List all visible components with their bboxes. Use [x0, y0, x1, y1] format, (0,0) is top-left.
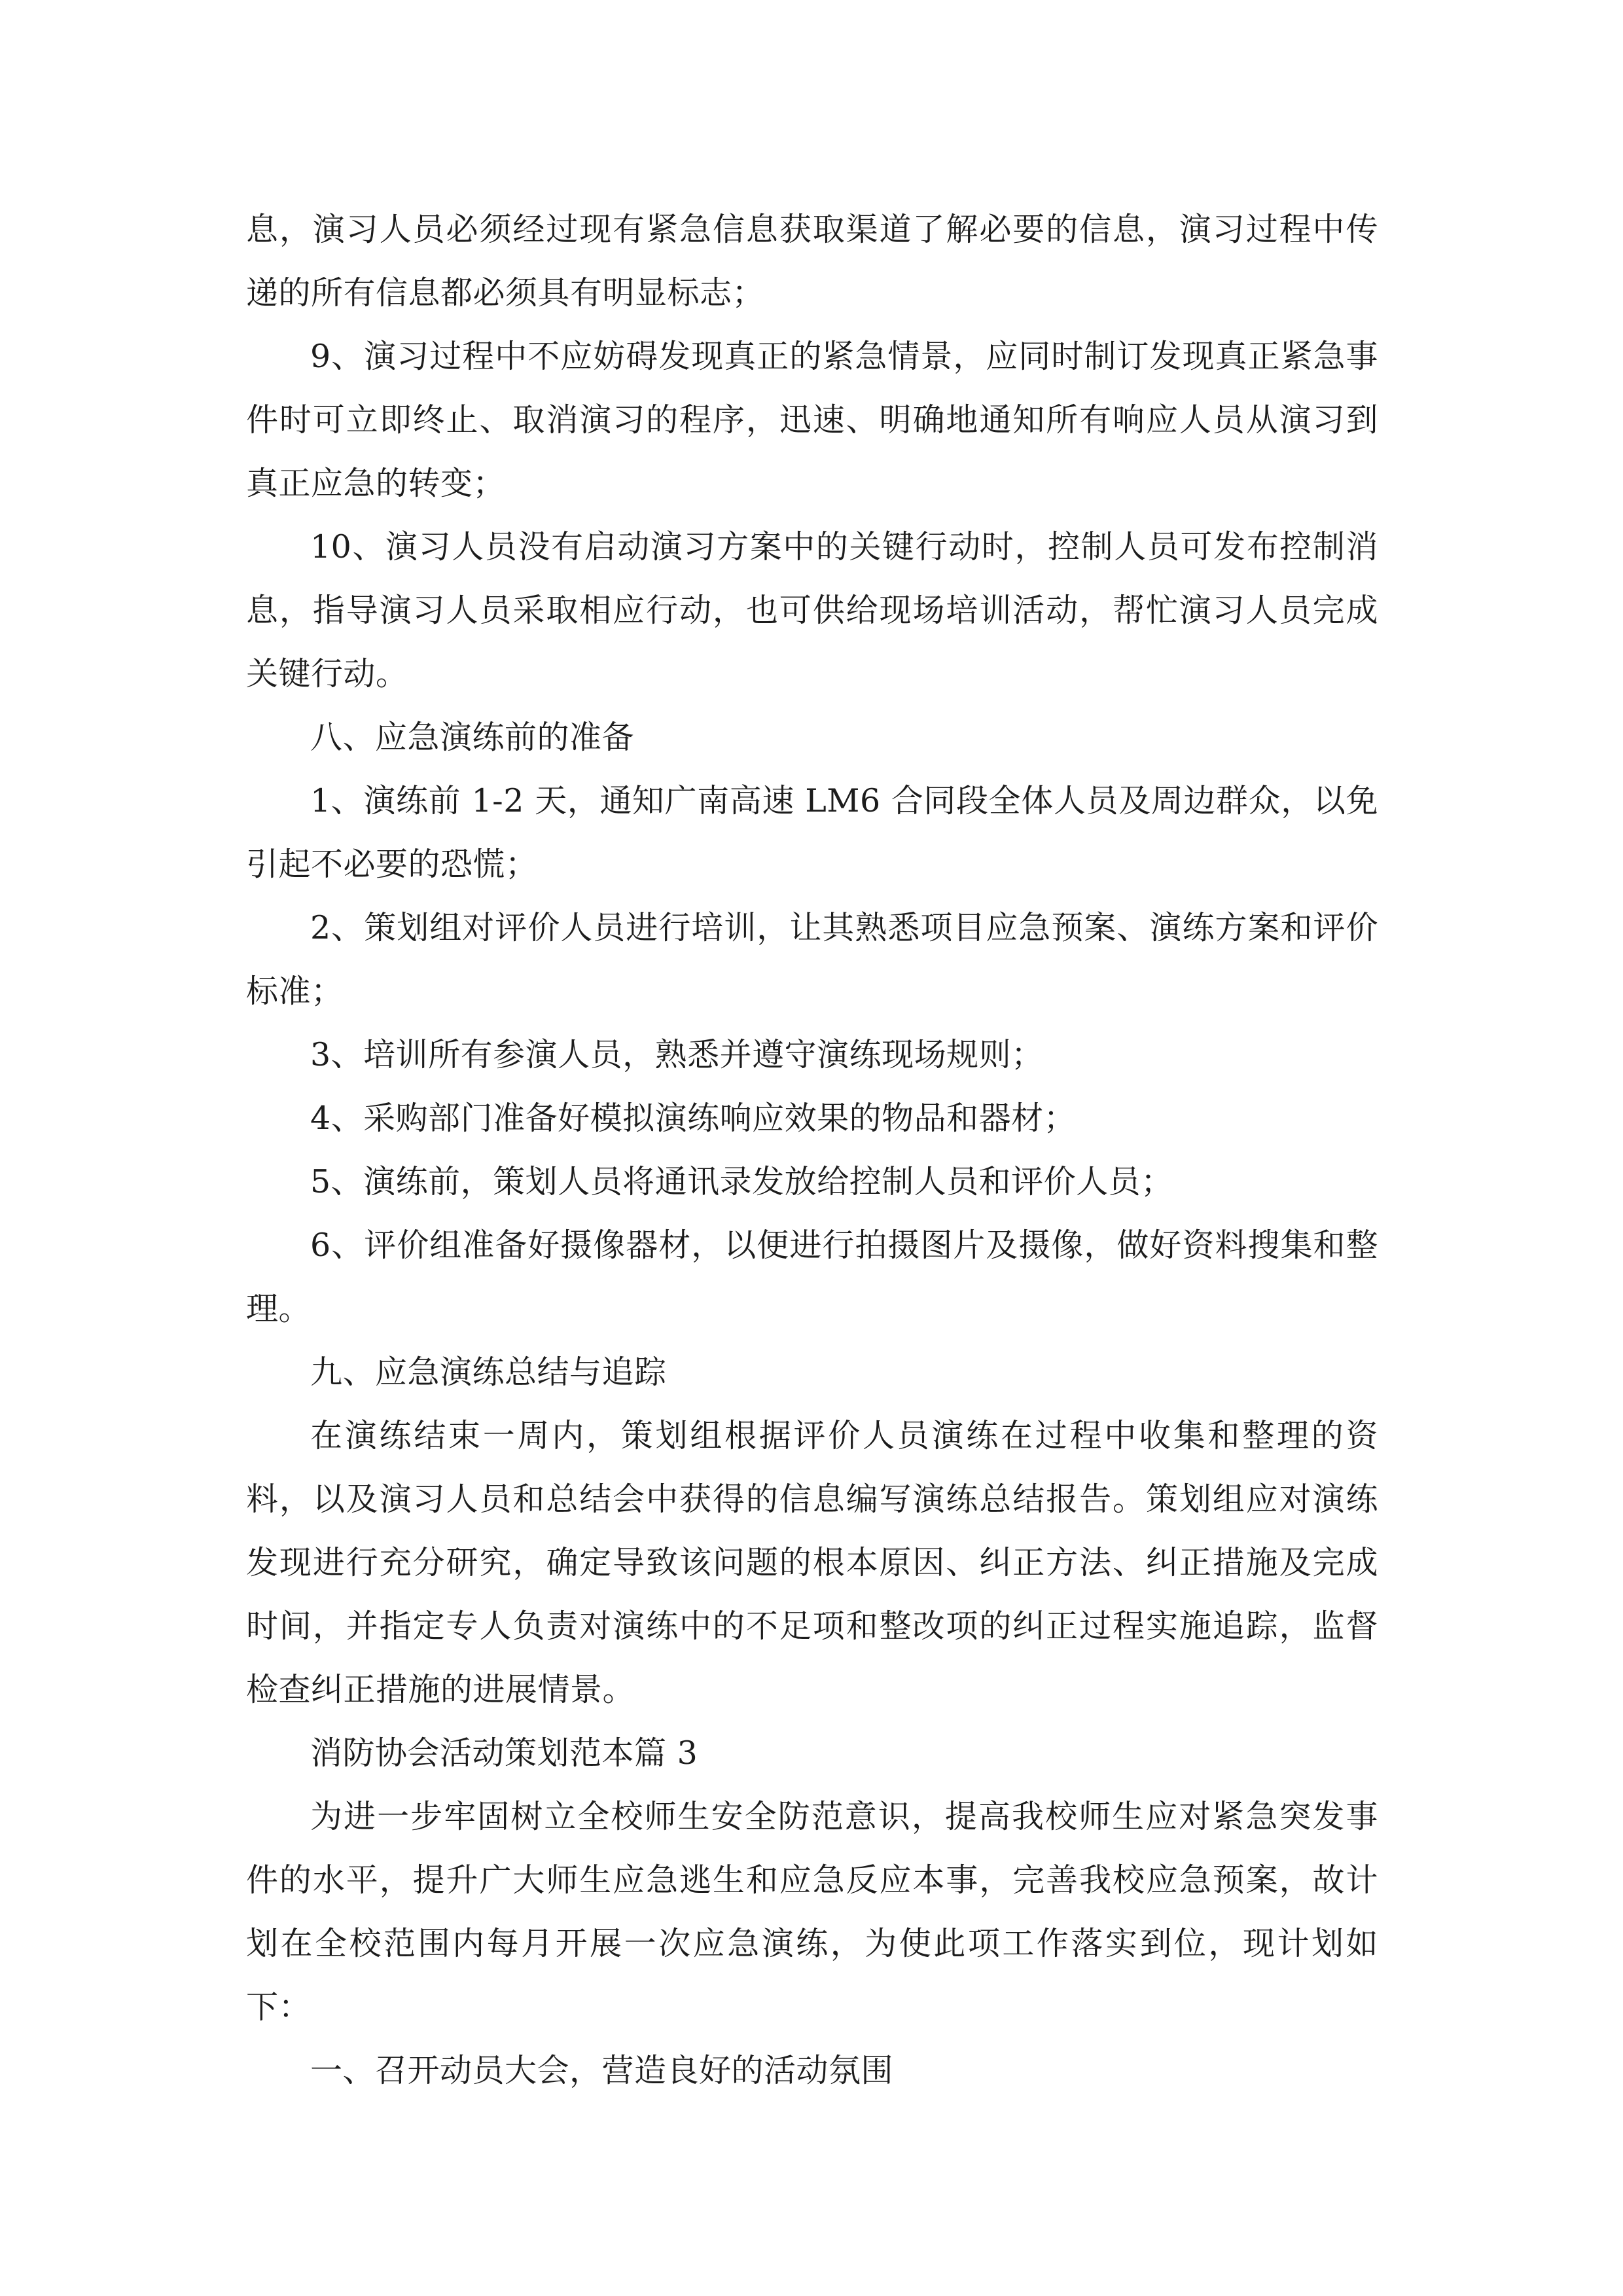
paragraph-item-10: 10、演习人员没有启动演习方案中的关键行动时，控制人员可发布控制消息，指导演习人员采取相应行动，也可供给现场培训活动，帮忙演习人员完成关键行动。 [246, 528, 1378, 692]
paragraph-item-9: 9、演习过程中不应妨碍发现真正的紧急情景，应同时制订发现真正紧急事件时可立即终止、取消演习的程序，迅速、明确地通知所有响应人员从演习到真正应急的转变； [246, 338, 1378, 502]
section-heading-8: 八、应急演练前的准备 [310, 719, 635, 756]
paragraph-prep-4: 4、采购部门准备好模拟演练响应效果的物品和器材； [310, 1100, 1077, 1137]
paragraph-intro: 为进一步牢固树立全校师生安全防范意识，提高我校师生应对紧急突发事件的水平，提升广大师生应急逃生和应急反应本事，完善我校应急预案，故计划在全校范围内每月开展一次应急演练，为使此项工作落实到位，现计划如下： [246, 1798, 1378, 2026]
section-heading-9: 九、应急演练总结与追踪 [310, 1354, 667, 1391]
paragraph-prep-6: 6、评价组准备好摄像器材，以便进行拍摄图片及摄像，做好资料搜集和整理。 [246, 1227, 1378, 1327]
paragraph-prep-1: 1、演练前 1-2 天，通知广南高速 LM6 合同段全体人员及周边群众，以免引起不必要的恐慌； [246, 782, 1378, 883]
document-body [246, 198, 1378, 2102]
paragraph-continuation: 息，演习人员必须经过现有紧急信息获取渠道了解必要的信息，演习过程中传递的所有信息都必须具有明显标志； [246, 211, 1378, 312]
section-heading-1: 一、召开动员大会，营造良好的活动氛围 [310, 2052, 894, 2089]
paragraph-summary: 在演练结束一周内，策划组根据评价人员演练在过程中收集和整理的资料，以及演习人员和总结会中获得的信息编写演练总结报告。策划组应对演练发现进行充分研究，确定导致该问题的根本原因、纠正方法、纠正措施及完成时间，并指定专人负责对演练中的不足项和整改项的纠正过程实施追踪，监督检查纠正措施的进展情景。 [246, 1417, 1378, 1708]
paragraph-prep-3: 3、培训所有参演人员，熟悉并遵守演练现场规则； [310, 1036, 1044, 1073]
paragraph-prep-2: 2、策划组对评价人员进行培训，让其熟悉项目应急预案、演练方案和评价标准； [246, 909, 1378, 1010]
paragraph-prep-5: 5、演练前，策划人员将通讯录发放给控制人员和评价人员； [310, 1163, 1173, 1200]
article-title-3: 消防协会活动策划范本篇 3 [310, 1734, 698, 1772]
